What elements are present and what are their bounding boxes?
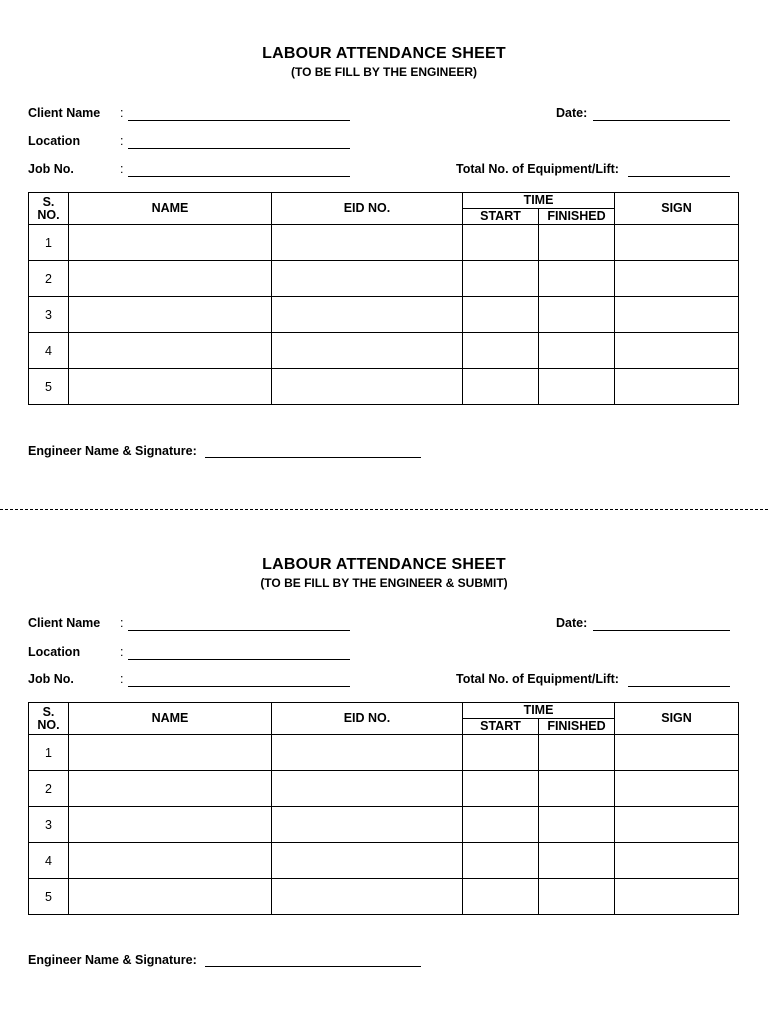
start-cell[interactable] [463, 735, 539, 771]
eid-cell[interactable] [272, 843, 463, 879]
attendance-table [28, 702, 739, 915]
table-row [29, 771, 739, 807]
engineer-signature-field[interactable] [205, 457, 421, 458]
eid-cell[interactable] [272, 261, 463, 297]
equipment-count-label: Total No. of Equipment/Lift: [456, 672, 619, 686]
client-name-label: Client Name [28, 106, 101, 120]
date-field[interactable] [593, 120, 730, 121]
sign-cell[interactable] [615, 225, 739, 261]
name-cell[interactable] [69, 879, 272, 915]
row-number: 2 [29, 771, 69, 807]
name-cell[interactable] [69, 735, 272, 771]
table-row [29, 261, 739, 297]
header-name: NAME [69, 703, 272, 735]
start-cell[interactable] [463, 333, 539, 369]
attendance-sheet-2 [0, 511, 768, 991]
location-label: Location [28, 645, 81, 659]
start-cell[interactable] [463, 879, 539, 915]
sign-cell[interactable] [615, 369, 739, 405]
table-row [29, 735, 739, 771]
sign-cell[interactable] [615, 879, 739, 915]
engineer-signature-label: Engineer Name & Signature: [28, 953, 197, 967]
job-no-field[interactable] [128, 686, 350, 687]
client-name-field[interactable] [128, 630, 350, 631]
sign-cell[interactable] [615, 807, 739, 843]
row-number: 1 [29, 735, 69, 771]
sign-cell[interactable] [615, 771, 739, 807]
eid-cell[interactable] [272, 735, 463, 771]
start-cell[interactable] [463, 261, 539, 297]
header-name: NAME [69, 193, 272, 225]
name-cell[interactable] [69, 333, 272, 369]
sheet-title: LABOUR ATTENDANCE SHEET [262, 556, 506, 573]
finished-cell[interactable] [539, 771, 615, 807]
finished-cell[interactable] [539, 879, 615, 915]
header-eid: EID NO. [272, 193, 463, 225]
sign-cell[interactable] [615, 333, 739, 369]
finished-cell[interactable] [539, 843, 615, 879]
location-colon: : [120, 134, 124, 148]
finished-cell[interactable] [539, 807, 615, 843]
equipment-count-field[interactable] [628, 686, 730, 687]
date-field[interactable] [593, 630, 730, 631]
header-sign: SIGN [615, 703, 739, 735]
location-label: Location [28, 134, 81, 148]
date-label: Date: [556, 106, 588, 120]
eid-cell[interactable] [272, 879, 463, 915]
header-sno: S. NO. [29, 193, 69, 225]
header-time: TIME [463, 193, 615, 209]
row-number: 2 [29, 261, 69, 297]
start-cell[interactable] [463, 225, 539, 261]
table-row [29, 807, 739, 843]
sheet-subtitle: (TO BE FILL BY THE ENGINEER & SUBMIT) [260, 576, 508, 590]
sheet-subtitle: (TO BE FILL BY THE ENGINEER) [290, 65, 478, 79]
table-row [29, 225, 739, 261]
client-name-field[interactable] [128, 120, 350, 121]
cut-line [0, 509, 768, 510]
start-cell[interactable] [463, 771, 539, 807]
eid-cell[interactable] [272, 369, 463, 405]
attendance-table [28, 192, 739, 405]
finished-cell[interactable] [539, 369, 615, 405]
name-cell[interactable] [69, 843, 272, 879]
table-row [29, 297, 739, 333]
finished-cell[interactable] [539, 261, 615, 297]
header-sno: S. NO. [29, 703, 69, 735]
start-cell[interactable] [463, 843, 539, 879]
header-sign: SIGN [615, 193, 739, 225]
header-finished: FINISHED [539, 719, 615, 735]
location-colon: : [120, 645, 124, 659]
name-cell[interactable] [69, 807, 272, 843]
sheet-title: LABOUR ATTENDANCE SHEET [262, 45, 506, 62]
sign-cell[interactable] [615, 261, 739, 297]
eid-cell[interactable] [272, 771, 463, 807]
client-name-colon: : [120, 616, 124, 630]
finished-cell[interactable] [539, 333, 615, 369]
client-name-colon: : [120, 106, 124, 120]
table-row [29, 369, 739, 405]
date-label: Date: [556, 616, 588, 630]
row-number: 3 [29, 297, 69, 333]
equipment-count-field[interactable] [628, 176, 730, 177]
finished-cell[interactable] [539, 297, 615, 333]
eid-cell[interactable] [272, 333, 463, 369]
job-no-colon: : [120, 672, 124, 686]
finished-cell[interactable] [539, 735, 615, 771]
attendance-sheet-1 [0, 0, 768, 480]
sign-cell[interactable] [615, 735, 739, 771]
table-row [29, 843, 739, 879]
equipment-count-label: Total No. of Equipment/Lift: [456, 162, 619, 176]
row-number: 5 [29, 369, 69, 405]
row-number: 5 [29, 879, 69, 915]
start-cell[interactable] [463, 297, 539, 333]
start-cell[interactable] [463, 369, 539, 405]
job-no-label: Job No. [28, 672, 74, 686]
header-eid: EID NO. [272, 703, 463, 735]
header-start: START [463, 209, 539, 225]
header-start: START [463, 719, 539, 735]
table-row [29, 333, 739, 369]
table-row [29, 879, 739, 915]
job-no-colon: : [120, 162, 124, 176]
job-no-field[interactable] [128, 176, 350, 177]
header-time: TIME [463, 703, 615, 719]
name-cell[interactable] [69, 369, 272, 405]
row-number: 4 [29, 843, 69, 879]
client-name-label: Client Name [28, 616, 101, 630]
start-cell[interactable] [463, 807, 539, 843]
engineer-signature-label: Engineer Name & Signature: [28, 444, 197, 458]
job-no-label: Job No. [28, 162, 74, 176]
eid-cell[interactable] [272, 807, 463, 843]
name-cell[interactable] [69, 261, 272, 297]
location-field[interactable] [128, 148, 350, 149]
sign-cell[interactable] [615, 843, 739, 879]
header-finished: FINISHED [539, 209, 615, 225]
sign-cell[interactable] [615, 297, 739, 333]
name-cell[interactable] [69, 771, 272, 807]
finished-cell[interactable] [539, 225, 615, 261]
eid-cell[interactable] [272, 225, 463, 261]
row-number: 3 [29, 807, 69, 843]
name-cell[interactable] [69, 225, 272, 261]
eid-cell[interactable] [272, 297, 463, 333]
location-field[interactable] [128, 659, 350, 660]
row-number: 1 [29, 225, 69, 261]
row-number: 4 [29, 333, 69, 369]
name-cell[interactable] [69, 297, 272, 333]
engineer-signature-field[interactable] [205, 966, 421, 967]
